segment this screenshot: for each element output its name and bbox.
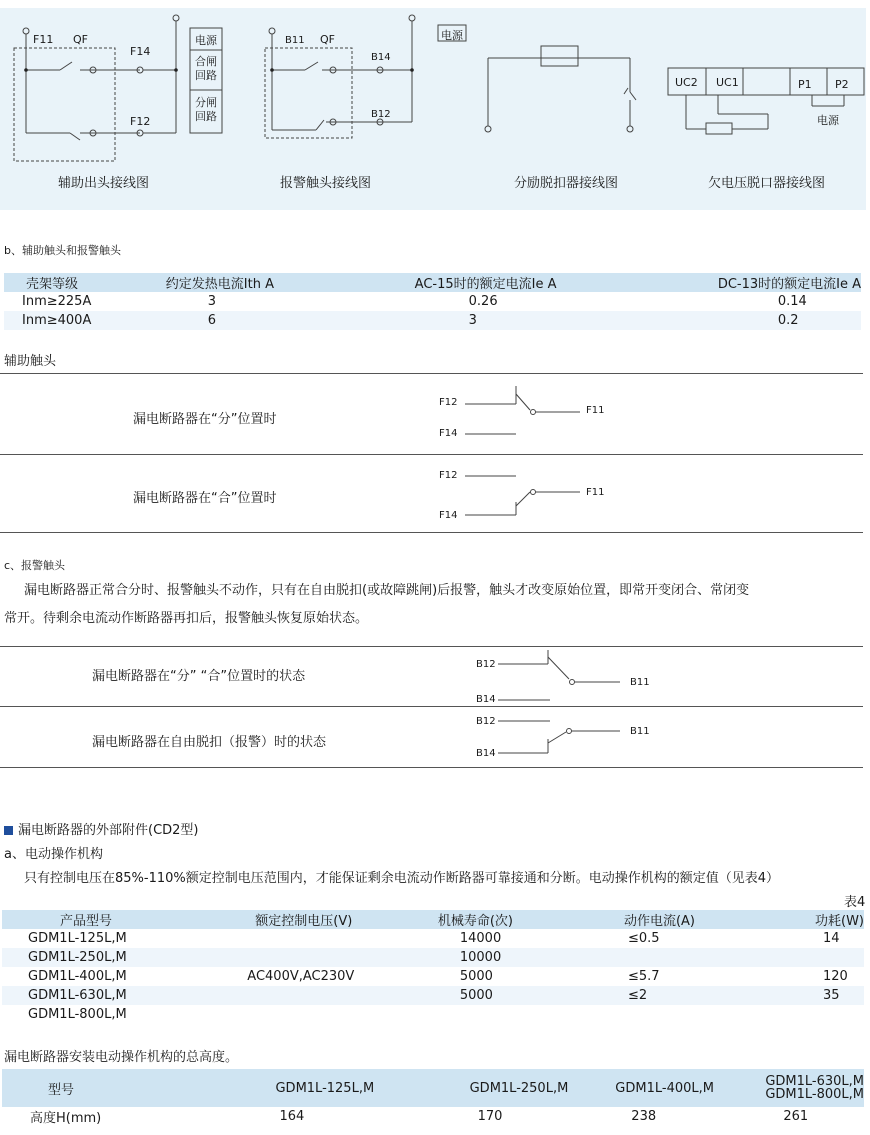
table-cell: 170 <box>456 1107 606 1126</box>
table-cell: 120 <box>765 967 864 986</box>
col-header: 额定控制电压(V) <box>241 910 428 929</box>
col-header: AC-15时的额定电流Ie A <box>341 273 628 292</box>
alarm-diagram-caption: 报警触头接线图 <box>280 176 372 191</box>
shunt-coil-box <box>541 46 578 66</box>
col-header: DC-13时的额定电流Ie A <box>628 273 861 292</box>
uv-power-label: 电源 <box>817 114 839 127</box>
aux-label-qf: QF <box>73 33 88 46</box>
table-cell: 14 <box>765 929 864 948</box>
table-header-row <box>4 273 861 292</box>
label-f11: F11 <box>586 405 605 416</box>
table-cell: 6 <box>124 311 341 330</box>
aux-closed-state-text: 漏电断路器在“合”位置时 <box>133 491 277 506</box>
label-b12: B12 <box>476 716 496 727</box>
table-cell: 0.2 <box>628 311 861 330</box>
table-cell: GDM1L-800L,M <box>2 1005 241 1024</box>
table-header-row <box>2 910 864 929</box>
col-header: 型号 <box>2 1069 217 1107</box>
table-cell: Inm≥400A <box>4 311 124 330</box>
shunt-diagram-caption: 分励脱扣器接线图 <box>514 176 619 191</box>
table-cell <box>765 1005 864 1024</box>
divider <box>0 706 863 707</box>
alarm-contact-symbols <box>470 645 670 770</box>
table-row <box>4 292 861 311</box>
table-cell: Inm≥225A <box>4 292 124 311</box>
alarm-normal-state-text: 漏电断路器在“分” “合”位置时的状态 <box>92 669 306 684</box>
col-header: 壳架等级 <box>4 273 124 292</box>
alarm-label-b12: B12 <box>371 109 391 120</box>
table-cell <box>241 1005 428 1024</box>
alarm-description-line1: 漏电断路器正常合分时、报警触头不动作，只有在自由脱扣(或故障跳闸)后报警，触头才改变原始位置，即常开变闭合、常闭变 <box>24 583 750 598</box>
table-4-label: 表4 <box>844 895 866 910</box>
aux-terminal-f11 <box>23 28 29 34</box>
table-cell <box>241 986 428 1005</box>
table-cell: 35 <box>765 986 864 1005</box>
label-b14: B14 <box>476 694 496 705</box>
table-row <box>2 929 864 948</box>
label-b11: B11 <box>630 726 650 737</box>
label-f14: F14 <box>439 510 458 521</box>
ext-accessories-title-text: 漏电断路器的外部附件(CD2型) <box>18 823 199 838</box>
motor-operator-table <box>2 910 864 1024</box>
aux-box-power: 电源 <box>195 34 217 47</box>
divider <box>0 532 863 533</box>
table-cell <box>241 948 428 967</box>
table-cell: 10000 <box>428 948 606 967</box>
table-cell: GDM1L-250L,M <box>2 948 241 967</box>
motor-operator-subtitle: a、电动操作机构 <box>4 847 103 862</box>
table-cell: ≤2 <box>606 986 765 1005</box>
divider <box>0 646 863 647</box>
alarm-description-line2: 常开。待剩余电流动作断路器再扣后，报警触头恢复原始状态。 <box>4 611 369 626</box>
alarm-label-b11: B11 <box>285 35 305 46</box>
col-header: GDM1L-400L,M <box>605 1069 753 1107</box>
aux-label-f12: F12 <box>130 115 151 128</box>
alarm-qf-dashed-box <box>265 48 352 138</box>
aux-box-open-circuit: 分闸 回路 <box>195 96 217 123</box>
table-row <box>2 948 864 967</box>
aux-contact-title: 辅助触头 <box>4 354 57 369</box>
table-cell: ≤5.7 <box>606 967 765 986</box>
col-header: 动作电流(A) <box>606 910 765 929</box>
aux-contact-symbols <box>430 380 630 530</box>
aux-qf-dashed-box <box>14 48 115 161</box>
shunt-power-label: 电源 <box>441 29 463 42</box>
table-cell: 0.14 <box>628 292 861 311</box>
label-b11: B11 <box>630 677 650 688</box>
label-f11: F11 <box>586 487 605 498</box>
divider <box>0 373 863 374</box>
table-header-row <box>2 1069 864 1107</box>
label-f14: F14 <box>439 428 458 439</box>
uv-label-p2: P2 <box>835 78 849 91</box>
col-header: GDM1L-250L,M <box>456 1069 606 1107</box>
table-cell: GDM1L-400L,M <box>2 967 241 986</box>
alarm-label-qf: QF <box>320 33 335 46</box>
table-cell: AC400V,AC230V <box>241 967 428 986</box>
table-cell: GDM1L-125L,M <box>2 929 241 948</box>
section-marker-icon <box>4 826 13 835</box>
table-cell: 高度H(mm) <box>2 1107 217 1126</box>
uv-label-p1: P1 <box>798 78 812 91</box>
table-cell: 164 <box>217 1107 455 1126</box>
table-cell: 14000 <box>428 929 606 948</box>
table-cell: 238 <box>605 1107 753 1126</box>
aux-diagram-caption: 辅助出头接线图 <box>58 176 150 191</box>
table-row <box>2 1005 864 1024</box>
section-c-title: c、报警触头 <box>4 559 66 572</box>
table-cell <box>241 929 428 948</box>
height-table <box>2 1069 864 1126</box>
table-cell: 0.26 <box>341 292 628 311</box>
height-table-title: 漏电断路器安装电动操作机构的总高度。 <box>4 1050 239 1065</box>
table-cell: 3 <box>124 292 341 311</box>
col-header: GDM1L-125L,M <box>217 1069 455 1107</box>
table-row <box>2 986 864 1005</box>
col-header: 产品型号 <box>2 910 241 929</box>
uv-diagram-caption: 欠电压脱口器接线图 <box>708 176 826 191</box>
alarm-trip-state-text: 漏电断路器在自由脱扣（报警）时的状态 <box>92 735 327 750</box>
table-row <box>4 311 861 330</box>
col-header: GDM1L-630L,M GDM1L-800L,M <box>753 1069 864 1107</box>
label-b12: B12 <box>476 659 496 670</box>
divider <box>0 767 863 768</box>
motor-operator-description: 只有控制电压在85%-110%额定控制电压范围内，才能保证剩余电流动作断路器可靠接通和分断。电动操作机构的额定值（见表4） <box>24 871 780 886</box>
label-f12: F12 <box>439 470 458 481</box>
table-cell <box>428 1005 606 1024</box>
aux-contact-rating-table <box>4 273 861 330</box>
alarm-label-b14: B14 <box>371 52 391 63</box>
table-cell: GDM1L-630L,M <box>2 986 241 1005</box>
label-b14: B14 <box>476 748 496 759</box>
table-row <box>2 967 864 986</box>
col-header: 功耗(W) <box>765 910 864 929</box>
uv-label-uc2: UC2 <box>675 76 698 89</box>
col-header: 约定发热电流Ith A <box>124 273 341 292</box>
label-f12: F12 <box>439 397 458 408</box>
uv-label-uc1: UC1 <box>716 76 739 89</box>
aux-label-f11: F11 <box>33 33 54 46</box>
table-cell: 3 <box>341 311 628 330</box>
table-cell: 5000 <box>428 967 606 986</box>
table-cell: 5000 <box>428 986 606 1005</box>
table-cell: 261 <box>753 1107 864 1126</box>
table-cell: ≤0.5 <box>606 929 765 948</box>
aux-box-close-circuit: 合闸 回路 <box>195 55 217 82</box>
section-b-title: b、辅助触头和报警触头 <box>4 244 121 257</box>
table-cell <box>606 948 765 967</box>
table-cell <box>765 948 864 967</box>
table-cell <box>606 1005 765 1024</box>
ext-accessories-title <box>4 819 199 838</box>
aux-label-f14: F14 <box>130 45 151 58</box>
table-row <box>2 1107 864 1126</box>
col-header: 机械寿命(次) <box>428 910 606 929</box>
aux-open-state-text: 漏电断路器在“分”位置时 <box>133 412 277 427</box>
